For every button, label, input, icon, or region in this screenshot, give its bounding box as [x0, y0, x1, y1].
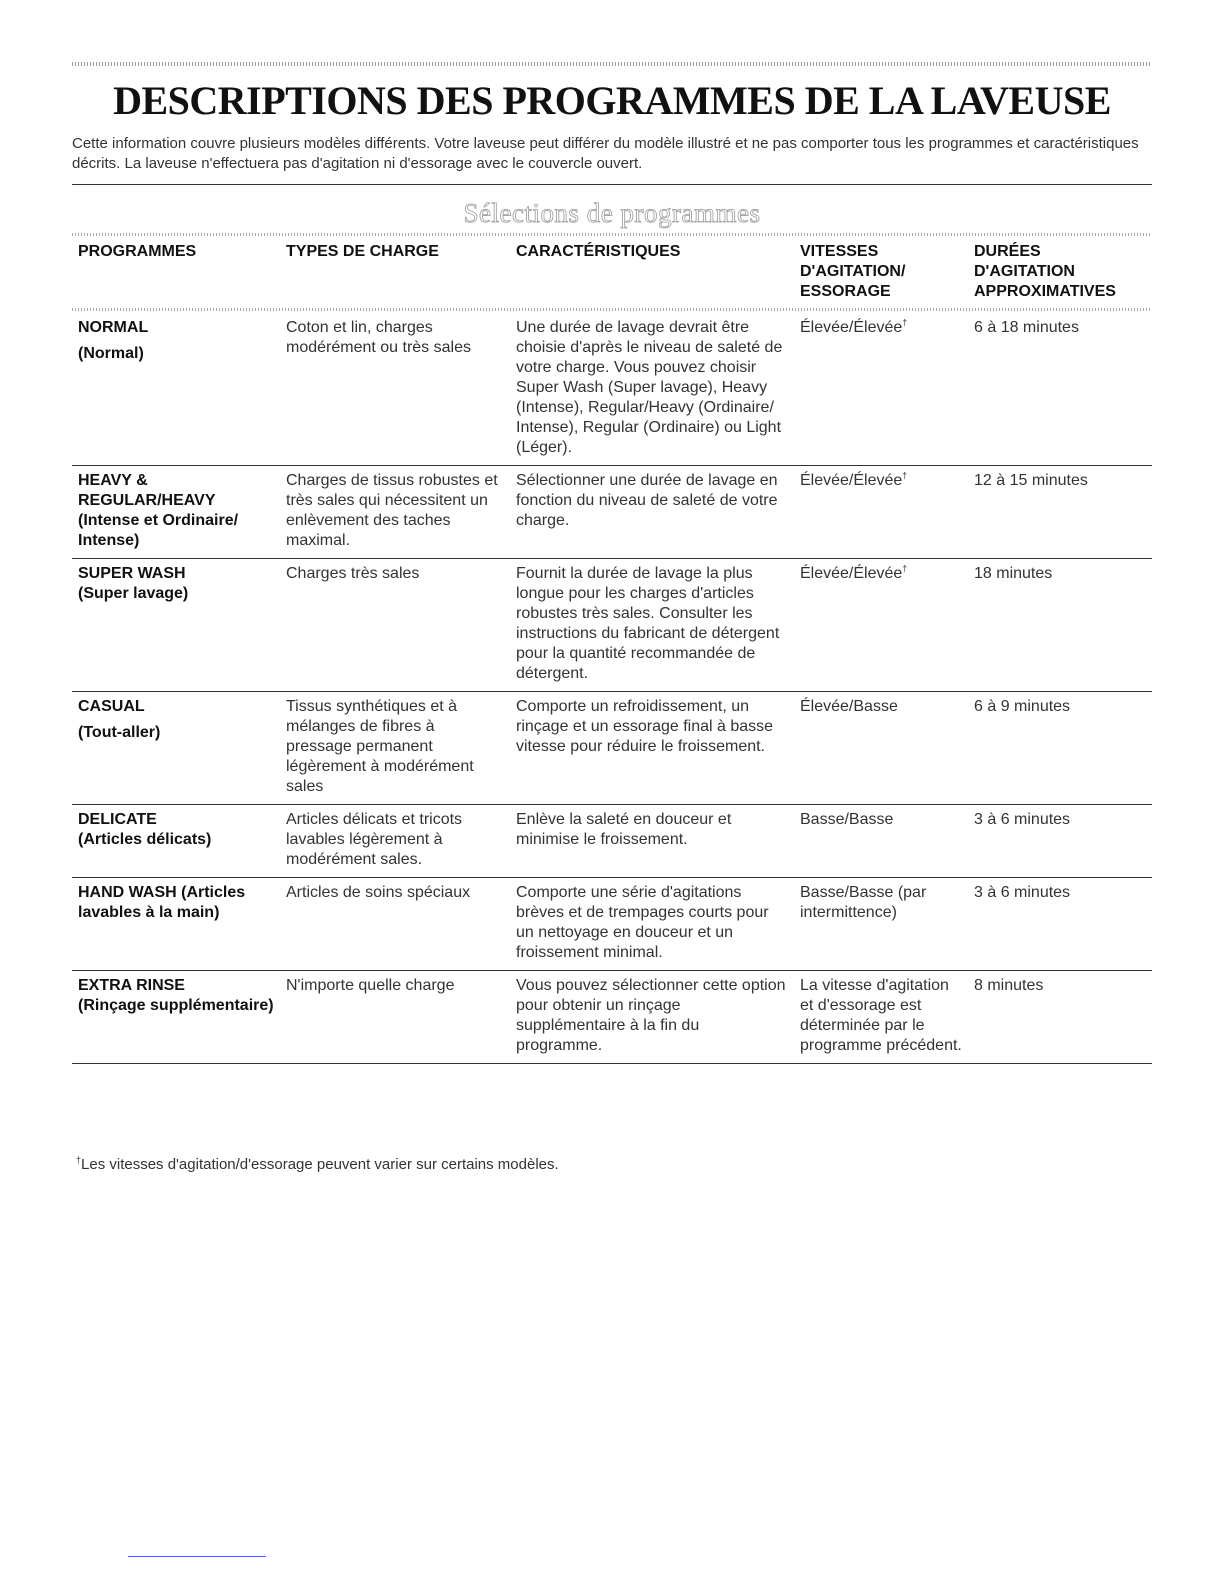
intro-divider [72, 184, 1152, 185]
footnote-mark: † [76, 1155, 82, 1165]
programme-name: NORMAL [78, 319, 149, 336]
speed-value: Élevée/Élevée [800, 319, 903, 336]
cell-speed [794, 466, 968, 559]
programme-name: HEAVY & REGULAR/HEAVY [78, 472, 216, 509]
table-row [72, 559, 1152, 692]
cell-load-type: Tissus synthétiques et à mélanges de fibres à pressage permanent légèrement à modérément sales [286, 698, 474, 795]
speed-value: Basse/Basse (par intermittence) [800, 884, 927, 921]
speed-value: Basse/Basse [800, 811, 894, 828]
cell-programme [72, 971, 280, 1064]
header-programmes: PROGRAMMES [78, 243, 197, 260]
cell-time: 3 à 6 minutes [974, 884, 1071, 901]
table-row [72, 878, 1152, 971]
section-title: Sélections de programmes [463, 198, 761, 228]
bottom-blue-line [128, 1556, 266, 1557]
header-times: DURÉES D'AGITATION APPROXIMATIVES [974, 243, 1116, 300]
cell-time: 3 à 6 minutes [974, 811, 1071, 828]
programme-translation: (Intense et Ordinaire/ Intense) [78, 512, 239, 549]
table-row [72, 805, 1152, 878]
cell-programme [72, 559, 280, 692]
dagger-mark: † [902, 563, 908, 574]
cell-speed [794, 313, 968, 466]
cell-time: 18 minutes [974, 565, 1053, 582]
table-row [72, 971, 1152, 1064]
programme-name: DELICATE [78, 811, 157, 828]
cell-features: Vous pouvez sélectionner cette option pour obtenir un rinçage supplémentaire à la fin du programme. [516, 977, 786, 1054]
speed-value: Élevée/Élevée [800, 565, 903, 582]
cell-programme [72, 466, 280, 559]
programme-translation: (Super lavage) [78, 585, 189, 602]
programme-translation: (Articles délicats) [78, 831, 212, 848]
cell-programme [72, 805, 280, 878]
dagger-mark: † [902, 317, 908, 328]
programme-name: SUPER WASH [78, 565, 186, 582]
table-row [72, 466, 1152, 559]
cell-time: 8 minutes [974, 977, 1044, 994]
programme-translation: (Rinçage supplémentaire) [78, 997, 274, 1014]
top-dotted-rule [72, 62, 1152, 66]
page-title: DESCRIPTIONS DES PROGRAMMES DE LA LAVEUSE [113, 78, 1111, 123]
cell-programme [72, 692, 280, 805]
footnote [76, 1155, 1156, 1175]
table-row [72, 313, 1152, 466]
intro-paragraph: Cette information couvre plusieurs modèles différents. Votre laveuse peut différer du modèle illustré et ne pas comporter tous les programmes et caractéristiques décrits. La laveuse n'effectuera pas d'agitation ni d'essorage avec le couvercle ouvert. [72, 135, 1139, 172]
cell-features: Sélectionner une durée de lavage en fonction du niveau de saleté de votre charge. [516, 472, 778, 529]
cell-load-type: Articles délicats et tricots lavables légèrement à modérément sales. [286, 811, 463, 868]
cell-features: Fournit la durée de lavage la plus longue pour les charges d'articles robustes très sales. Consulter les instructions du fabricant de détergent pour la quantité recommandée de détergent. [516, 565, 780, 682]
cell-speed [794, 692, 968, 805]
cell-time: 12 à 15 minutes [974, 472, 1088, 489]
header-dotted-rule-top [72, 233, 1152, 236]
cell-programme [72, 878, 280, 971]
header-features: CARACTÉRISTIQUES [516, 243, 681, 260]
cell-load-type: Charges de tissus robustes et très sales qui nécessitent un enlèvement des taches maximal. [286, 472, 498, 549]
programme-translation: (Normal) [78, 345, 144, 362]
cell-features: Comporte un refroidissement, un rinçage et un essorage final à basse vitesse pour réduire le froissement. [516, 698, 774, 755]
programme-translation: (Tout-aller) [78, 724, 161, 741]
cycle-table [72, 241, 1152, 1064]
cell-load-type: Charges très sales [286, 565, 420, 582]
cell-programme [72, 313, 280, 466]
speed-value: Élevée/Basse [800, 698, 898, 715]
programme-name: CASUAL [78, 698, 145, 715]
cell-speed [794, 559, 968, 692]
cell-features: Comporte une série d'agitations brèves et de trempages courts pour un nettoyage en douceur et un froissement minimal. [516, 884, 769, 961]
speed-value: Élevée/Élevée [800, 472, 903, 489]
header-speeds: VITESSES D'AGITATION/ ESSORAGE [800, 243, 906, 300]
cell-speed [794, 805, 968, 878]
footnote-text: Les vitesses d'agitation/d'essorage peuvent varier sur certains modèles. [81, 1156, 559, 1173]
cell-time: 6 à 18 minutes [974, 319, 1079, 336]
cell-time: 6 à 9 minutes [974, 698, 1071, 715]
dagger-mark: † [902, 470, 908, 481]
cell-features: Enlève la saleté en douceur et minimise le froissement. [516, 811, 732, 848]
cell-load-type: Articles de soins spéciaux [286, 884, 471, 901]
cell-load-type: Coton et lin, charges modérément ou très sales [286, 319, 471, 356]
cell-features: Une durée de lavage devrait être choisie d'après le niveau de saleté de votre charge. Vous pouvez choisir Super Wash (Super lavage), Heavy (Intense), Regular/Heavy (Ordinaire/ Intense), Regular (Ordinaire) ou Light (Léger). [516, 319, 783, 456]
cell-load-type: N'importe quelle charge [286, 977, 455, 994]
table-row [72, 692, 1152, 805]
speed-value: La vitesse d'agitation et d'essorage est déterminée par le programme précédent. [800, 977, 962, 1054]
programme-name: EXTRA RINSE [78, 977, 185, 994]
header-load-types: TYPES DE CHARGE [286, 243, 439, 260]
cell-speed [794, 971, 968, 1064]
cell-speed [794, 878, 968, 971]
programme-name: HAND WASH (Articles lavables à la main) [78, 884, 246, 921]
table-header-row [72, 241, 1152, 313]
